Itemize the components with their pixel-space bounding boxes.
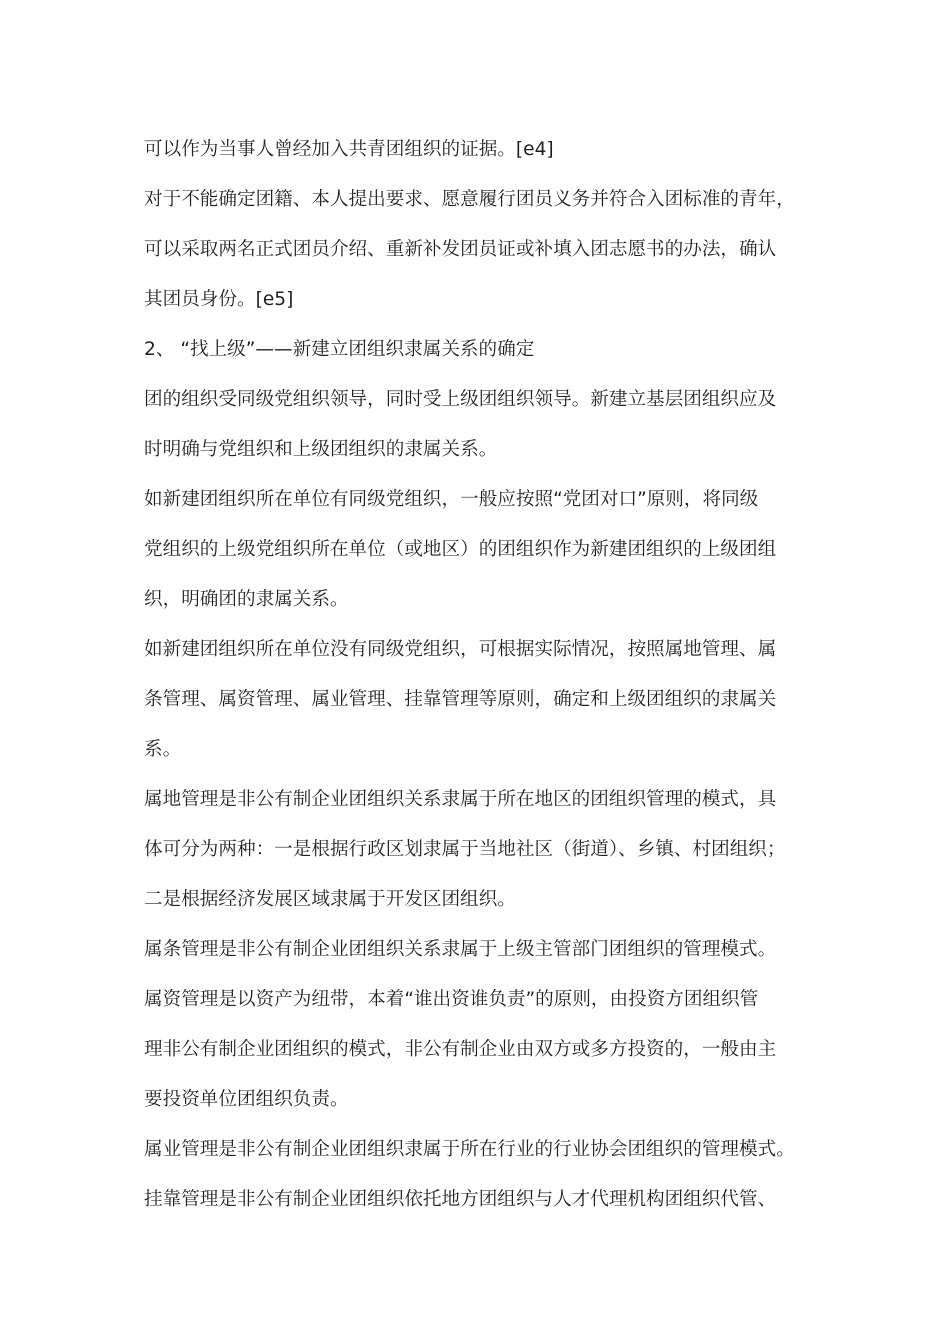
text-line: 条管理、属资管理、属业管理、挂靠管理等原则，确定和上级团组织的隶属关 (144, 689, 777, 710)
text-line: 织，明确团的隶属关系。 (144, 589, 349, 610)
text-line: 时明确与党组织和上级团组织的隶属关系。 (144, 439, 498, 460)
text-line: 其团员身份。[e5] (144, 289, 294, 310)
text-line: 可以作为当事人曾经加入共青团组织的证据。[e4] (144, 139, 554, 160)
text-line: 体可分为两种：一是根据行政区划隶属于当地社区（街道）、乡镇、村团组织； (144, 839, 786, 860)
text-line: 如新建团组织所在单位没有同级党组织，可根据实际情况，按照属地管理、属 (144, 639, 777, 660)
text-line: 党组织的上级党组织所在单位（或地区）的团组织作为新建团组织的上级团组 (144, 539, 777, 560)
text-line: 属资管理是以资产为纽带，本着“谁出资谁负责”的原则，由投资方团组织管 (144, 989, 759, 1010)
text-line: 属业管理是非公有制企业团组织隶属于所在行业的行业协会团组织的管理模式。 (144, 1139, 795, 1160)
text-line: 如新建团组织所在单位有同级党组织，一般应按照“党团对口”原则，将同级 (144, 489, 759, 510)
text-line: 属地管理是非公有制企业团组织关系隶属于所在地区的团组织管理的模式，具 (144, 789, 777, 810)
section-heading: 2、 “找上级”——新建立团组织隶属关系的确定 (144, 339, 535, 360)
text-line: 理非公有制企业团组织的模式，非公有制企业由双方或多方投资的，一般由主 (144, 1039, 777, 1060)
text-line: 可以采取两名正式团员介绍、重新补发团员证或补填入团志愿书的办法，确认 (144, 239, 777, 260)
text-line: 属条管理是非公有制企业团组织关系隶属于上级主管部门团组织的管理模式。 (144, 939, 777, 960)
text-line: 二是根据经济发展区域隶属于开发区团组织。 (144, 889, 516, 910)
text-line: 对于不能确定团籍、本人提出要求、愿意履行团员义务并符合入团标准的青年， (144, 189, 795, 210)
text-line: 系。 (144, 739, 182, 760)
text-line: 团的组织受同级党组织领导，同时受上级团组织领导。新建立基层团组织应及 (144, 389, 777, 410)
text-line: 挂靠管理是非公有制企业团组织依托地方团组织与人才代理机构团组织代管、 (144, 1189, 777, 1210)
document-body (144, 132, 814, 1232)
text-line: 要投资单位团组织负责。 (144, 1089, 349, 1110)
